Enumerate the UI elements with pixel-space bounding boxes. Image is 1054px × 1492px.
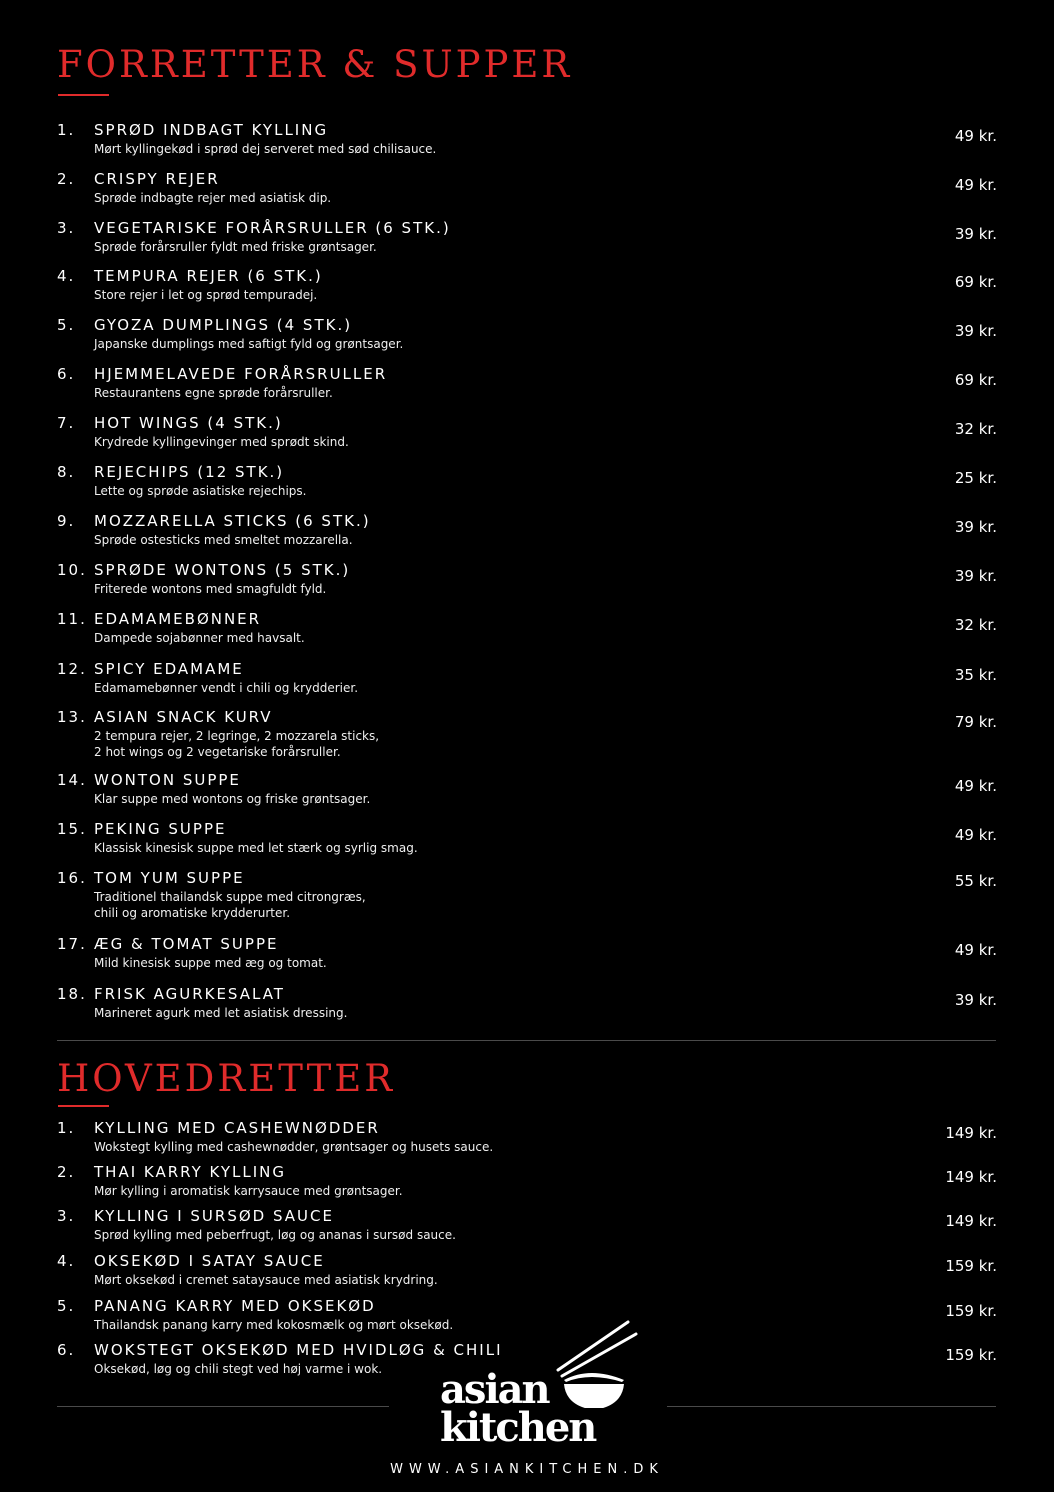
menu-item-description: Lette og sprøde asiatiske rejechips. (94, 484, 307, 498)
menu-item-description: Dampede sojabønner med havsalt. (94, 631, 305, 645)
menu-item-description: Krydrede kyllingevinger med sprødt skind. (94, 435, 349, 449)
menu-item-description: Japanske dumplings med saftigt fyld og grøntsager. (94, 337, 404, 351)
menu-item-name: SPRØD INDBAGT KYLLING (94, 121, 329, 139)
menu-item-price: 69 kr. (954, 371, 997, 389)
asian-kitchen-logo (440, 1318, 640, 1453)
section-title-hovedretter: HOVEDRETTER (57, 1057, 396, 1100)
menu-item-number: 7. (57, 414, 76, 432)
menu-item-description: Mør kylling i aromatisk karrysauce med grøntsager. (94, 1184, 403, 1198)
section-title-underline (58, 94, 109, 96)
menu-item-price: 79 kr. (954, 713, 997, 731)
menu-item-description: 2 tempura rejer, 2 legringe, 2 mozzarela sticks, 2 hot wings og 2 vegetariske forårsruller. (94, 729, 380, 759)
menu-item-price: 55 kr. (954, 872, 997, 890)
menu-item-name: TOM YUM SUPPE (94, 869, 245, 887)
menu-item-description: Klassisk kinesisk suppe med let stærk og syrlig smag. (94, 841, 418, 855)
menu-item-price: 49 kr. (954, 777, 997, 795)
menu-item-description: Sprøde forårsruller fyldt med friske grøntsager. (94, 240, 377, 254)
menu-item-name: KYLLING I SURSØD SAUCE (94, 1207, 334, 1225)
menu-item-number: 16. (57, 869, 87, 887)
menu-item-number: 18. (57, 985, 87, 1003)
footer-divider-right (667, 1406, 996, 1407)
menu-item-name: EDAMAMEBØNNER (94, 610, 262, 628)
menu-item-description: Wokstegt kylling med cashewnødder, grøntsager og husets sauce. (94, 1140, 494, 1154)
menu-item-description: Mørt oksekød i cremet sataysauce med asiatisk krydring. (94, 1273, 438, 1287)
menu-item-name: TEMPURA REJER (6 STK.) (94, 267, 323, 285)
menu-item-name: SPICY EDAMAME (94, 660, 244, 678)
menu-item-price: 49 kr. (954, 127, 997, 145)
menu-item-description: Restaurantens egne sprøde forårsruller. (94, 386, 333, 400)
menu-item-price: 39 kr. (954, 567, 997, 585)
menu-item-price: 149 kr. (945, 1168, 997, 1186)
menu-item-description: Traditionel thailandsk suppe med citrongræs, chili og aromatiske krydderurter. (94, 890, 366, 920)
menu-item-name: THAI KARRY KYLLING (94, 1163, 286, 1181)
menu-item-number: 6. (57, 1341, 76, 1359)
menu-item-price: 39 kr. (954, 322, 997, 340)
menu-item-number: 4. (57, 267, 76, 285)
menu-item-description: Friterede wontons med smagfuldt fyld. (94, 582, 327, 596)
menu-item-price: 32 kr. (954, 420, 997, 438)
menu-item-name: GYOZA DUMPLINGS (4 STK.) (94, 316, 353, 334)
section-title-forretter: FORRETTER & SUPPER (57, 43, 573, 86)
footer-divider-left (57, 1406, 389, 1407)
menu-item-price: 39 kr. (954, 225, 997, 243)
menu-item-price: 159 kr. (945, 1257, 997, 1275)
menu-item-name: VEGETARISKE FORÅRSRULLER (6 STK.) (94, 219, 451, 237)
menu-item-name: WOKSTEGT OKSEKØD MED HVIDLØG & CHILI (94, 1341, 503, 1359)
section-divider (57, 1040, 996, 1041)
menu-item-number: 9. (57, 512, 76, 530)
menu-item-description: Sprøde ostesticks med smeltet mozzarella. (94, 533, 353, 547)
website-url: WWW.ASIANKITCHEN.DK (390, 1462, 664, 1477)
menu-item-name: REJECHIPS (12 STK.) (94, 463, 285, 481)
menu-item-name: HOT WINGS (4 STK.) (94, 414, 283, 432)
menu-item-price: 149 kr. (945, 1212, 997, 1230)
menu-item-price: 49 kr. (954, 941, 997, 959)
menu-item-number: 11. (57, 610, 87, 628)
menu-item-price: 35 kr. (954, 666, 997, 684)
menu-item-price: 69 kr. (954, 273, 997, 291)
menu-item-number: 10. (57, 561, 87, 579)
menu-item-name: HJEMMELAVEDE FORÅRSRULLER (94, 365, 388, 383)
logo-word-asian: asian (440, 1366, 549, 1413)
menu-item-number: 1. (57, 1119, 76, 1137)
menu-item-price: 25 kr. (954, 469, 997, 487)
logo-word-kitchen: kitchen (440, 1404, 596, 1451)
section-title-underline (58, 1105, 109, 1107)
menu-item-name: MOZZARELLA STICKS (6 STK.) (94, 512, 371, 530)
menu-item-number: 2. (57, 170, 76, 188)
menu-item-name: ASIAN SNACK KURV (94, 708, 273, 726)
menu-item-description: Store rejer i let og sprød tempuradej. (94, 288, 318, 302)
menu-item-description: Mørt kyllingekød i sprød dej serveret med sød chilisauce. (94, 142, 437, 156)
menu-item-number: 15. (57, 820, 87, 838)
menu-item-price: 149 kr. (945, 1124, 997, 1142)
menu-item-number: 3. (57, 1207, 76, 1225)
menu-item-number: 5. (57, 1297, 76, 1315)
menu-item-number: 17. (57, 935, 87, 953)
menu-item-price: 49 kr. (954, 176, 997, 194)
menu-item-name: PEKING SUPPE (94, 820, 227, 838)
menu-item-number: 14. (57, 771, 87, 789)
menu-item-number: 1. (57, 121, 76, 139)
menu-item-description: Edamamebønner vendt i chili og krydderier. (94, 681, 359, 695)
menu-item-number: 13. (57, 708, 87, 726)
menu-item-number: 4. (57, 1252, 76, 1270)
menu-item-name: PANANG KARRY MED OKSEKØD (94, 1297, 376, 1315)
menu-item-number: 12. (57, 660, 87, 678)
menu-item-description: Sprød kylling med peberfrugt, løg og ananas i sursød sauce. (94, 1228, 456, 1242)
menu-item-description: Thailandsk panang karry med kokosmælk og mørt oksekød. (94, 1318, 454, 1332)
menu-item-price: 159 kr. (945, 1346, 997, 1364)
menu-item-description: Klar suppe med wontons og friske grøntsager. (94, 792, 371, 806)
menu-item-description: Marineret agurk med let asiatisk dressing. (94, 1006, 348, 1020)
menu-item-name: OKSEKØD I SATAY SAUCE (94, 1252, 325, 1270)
menu-item-name: FRISK AGURKESALAT (94, 985, 285, 1003)
menu-item-name: SPRØDE WONTONS (5 STK.) (94, 561, 351, 579)
menu-item-price: 39 kr. (954, 991, 997, 1009)
menu-item-number: 5. (57, 316, 76, 334)
menu-item-description: Sprøde indbagte rejer med asiatisk dip. (94, 191, 332, 205)
menu-item-name: WONTON SUPPE (94, 771, 241, 789)
menu-item-description: Oksekød, løg og chili stegt ved høj varme i wok. (94, 1362, 383, 1376)
menu-item-price: 49 kr. (954, 826, 997, 844)
menu-item-name: KYLLING MED CASHEWNØDDER (94, 1119, 380, 1137)
menu-item-description: Mild kinesisk suppe med æg og tomat. (94, 956, 327, 970)
menu-item-number: 8. (57, 463, 76, 481)
menu-item-price: 39 kr. (954, 518, 997, 536)
menu-item-name: CRISPY REJER (94, 170, 220, 188)
menu-item-number: 2. (57, 1163, 76, 1181)
menu-item-number: 3. (57, 219, 76, 237)
menu-item-name: ÆG & TOMAT SUPPE (94, 935, 279, 953)
menu-item-price: 32 kr. (954, 616, 997, 634)
menu-item-price: 159 kr. (945, 1302, 997, 1320)
menu-item-number: 6. (57, 365, 76, 383)
